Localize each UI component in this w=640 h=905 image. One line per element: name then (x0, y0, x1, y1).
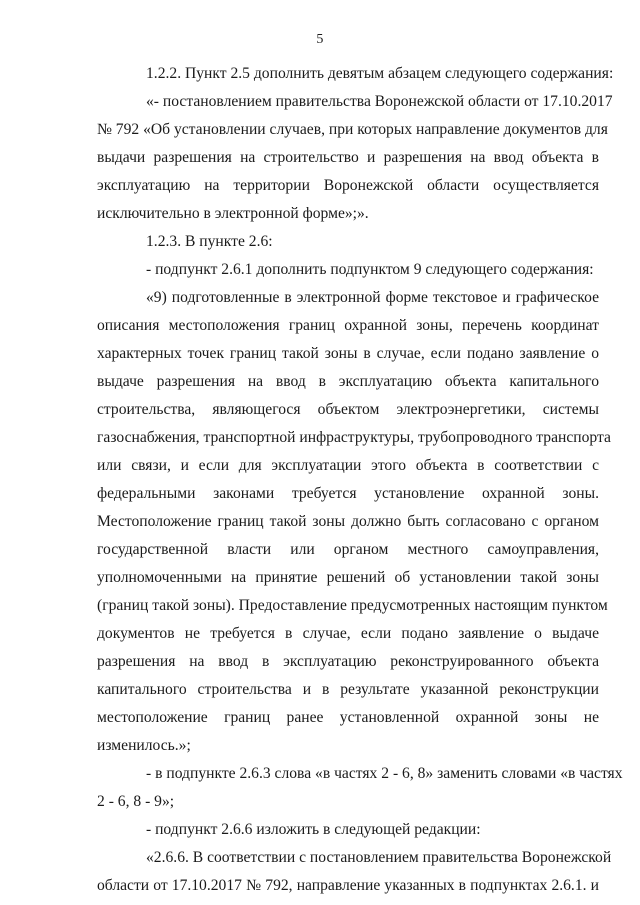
text-line: 2 - 6, 8 - 9»; (97, 793, 175, 810)
text-line: или связи, и если для эксплуатации этого объекта в соответствии с (97, 457, 599, 474)
text-line: «2.6.6. В соответствии с постановлением правительства Воронежской (146, 849, 612, 866)
text-line: исключительно в электронной форме»;». (97, 205, 369, 222)
text-line: 1.2.3. В пункте 2.6: (146, 233, 273, 250)
text-line: № 792 «Об установлении случаев, при которых направление документов для (97, 121, 608, 138)
text-line: эксплуатацию на территории Воронежской области осуществляется (97, 177, 599, 194)
text-line: Местоположение границ такой зоны должно быть согласовано с органом (97, 513, 599, 530)
text-line: - подпункт 2.6.1 дополнить подпунктом 9 следующего содержания: (146, 261, 594, 278)
text-line: выдачи разрешения на строительство и разрешения на ввод объекта в (97, 149, 599, 166)
text-line: местоположение границ ранее установленной охранной зоны не (97, 709, 599, 726)
text-line: описания местоположения границ охранной зоны, перечень координат (97, 317, 599, 334)
text-line: строительства, являющегося объектом электроэнергетики, системы (97, 401, 599, 418)
text-line: характерных точек границ такой зоны в случае, если подано заявление о (97, 345, 599, 362)
text-line: «9) подготовленные в электронной форме текстовое и графическое (146, 289, 599, 306)
text-line: уполномоченными на принятие решений об установлении такой зоны (97, 569, 599, 586)
text-line: «- постановлением правительства Воронежской области от 17.10.2017 (146, 93, 613, 110)
page-number: 5 (316, 32, 324, 47)
text-line: - в подпункте 2.6.3 слова «в частях 2 - 6, 8» заменить словами «в частях (146, 765, 623, 782)
text-line: 1.2.2. Пункт 2.5 дополнить девятым абзацем следующего содержания: (146, 65, 614, 82)
text-line: выдаче разрешения на ввод в эксплуатацию объекта капитального (97, 373, 599, 390)
text-line: (границ такой зоны). Предоставление предусмотренных настоящим пунктом (97, 597, 608, 614)
text-line: газоснабжения, транспортной инфраструктуры, трубопроводного транспорта (97, 429, 611, 446)
text-line: изменилось.»; (97, 737, 191, 754)
text-line: области от 17.10.2017 № 792, направление указанных в подпунктах 2.6.1. и (97, 877, 599, 894)
text-line: государственной власти или органом местного самоуправления, (97, 541, 599, 558)
text-line: - подпункт 2.6.6 изложить в следующей редакции: (146, 821, 481, 838)
text-line: документов не требуется в случае, если подано заявление о выдаче (97, 625, 599, 642)
text-line: капитального строительства и в результате указанной реконструкции (97, 681, 599, 698)
text-line: федеральными законами требуется установление охранной зоны. (97, 485, 599, 502)
text-line: разрешения на ввод в эксплуатацию реконструированного объекта (97, 653, 599, 670)
